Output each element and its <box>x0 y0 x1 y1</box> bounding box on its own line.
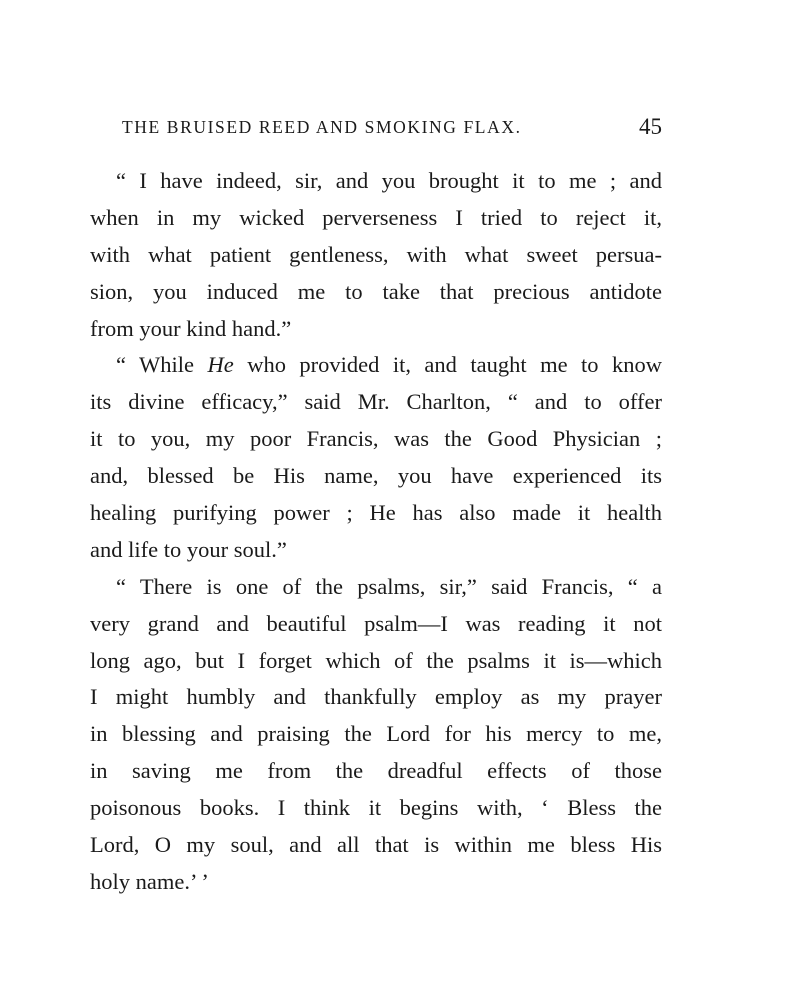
text-line: from your kind hand.” <box>90 315 292 341</box>
text-line <box>90 347 662 384</box>
text-line: poisonous books. I think it begins with, ‘ Bless the <box>90 795 662 821</box>
text-line: sion, you induced me to take that precious antidote <box>90 278 662 304</box>
text-line: in blessing and praising the Lord for his mercy to me, <box>90 721 662 747</box>
text-line: in saving me from the dreadful effects of those <box>90 758 662 784</box>
text-line: its divine efficacy,” said Mr. Charlton, “ and to offer <box>90 389 662 415</box>
text-line: Lord, O my soul, and all that is within me bless His <box>90 832 662 858</box>
body-text <box>90 163 662 901</box>
running-head <box>90 112 662 142</box>
text-line: when in my wicked perverseness I tried to reject it, <box>90 204 662 230</box>
text-line: and life to your soul.” <box>90 536 287 562</box>
text-line: and, blessed be His name, you have experienced its <box>90 463 662 489</box>
text-segment: who provided it, and taught me to know <box>233 352 662 378</box>
text-line: with what patient gentleness, with what sweet persua- <box>90 241 662 267</box>
text-line: “ There is one of the psalms, sir,” said Francis, “ a <box>116 573 662 599</box>
text-line: healing purifying power ; He has also made it health <box>90 500 662 526</box>
page-number: 45 <box>639 114 662 139</box>
text-line: very grand and beautiful psalm—I was reading it not <box>90 610 662 636</box>
text-line: “ I have indeed, sir, and you brought it to me ; and <box>116 168 662 193</box>
italic-word: He <box>207 352 234 378</box>
text-segment: “ While <box>116 352 208 378</box>
running-title: THE BRUISED REED AND SMOKING FLAX. <box>122 117 522 137</box>
text-line: it to you, my poor Francis, was the Good Physician ; <box>90 426 662 452</box>
text-line: I might humbly and thankfully employ as my prayer <box>90 684 662 710</box>
text-line: holy name.’ ’ <box>90 868 209 894</box>
text-line: long ago, but I forget which of the psalms it is—which <box>90 647 662 673</box>
